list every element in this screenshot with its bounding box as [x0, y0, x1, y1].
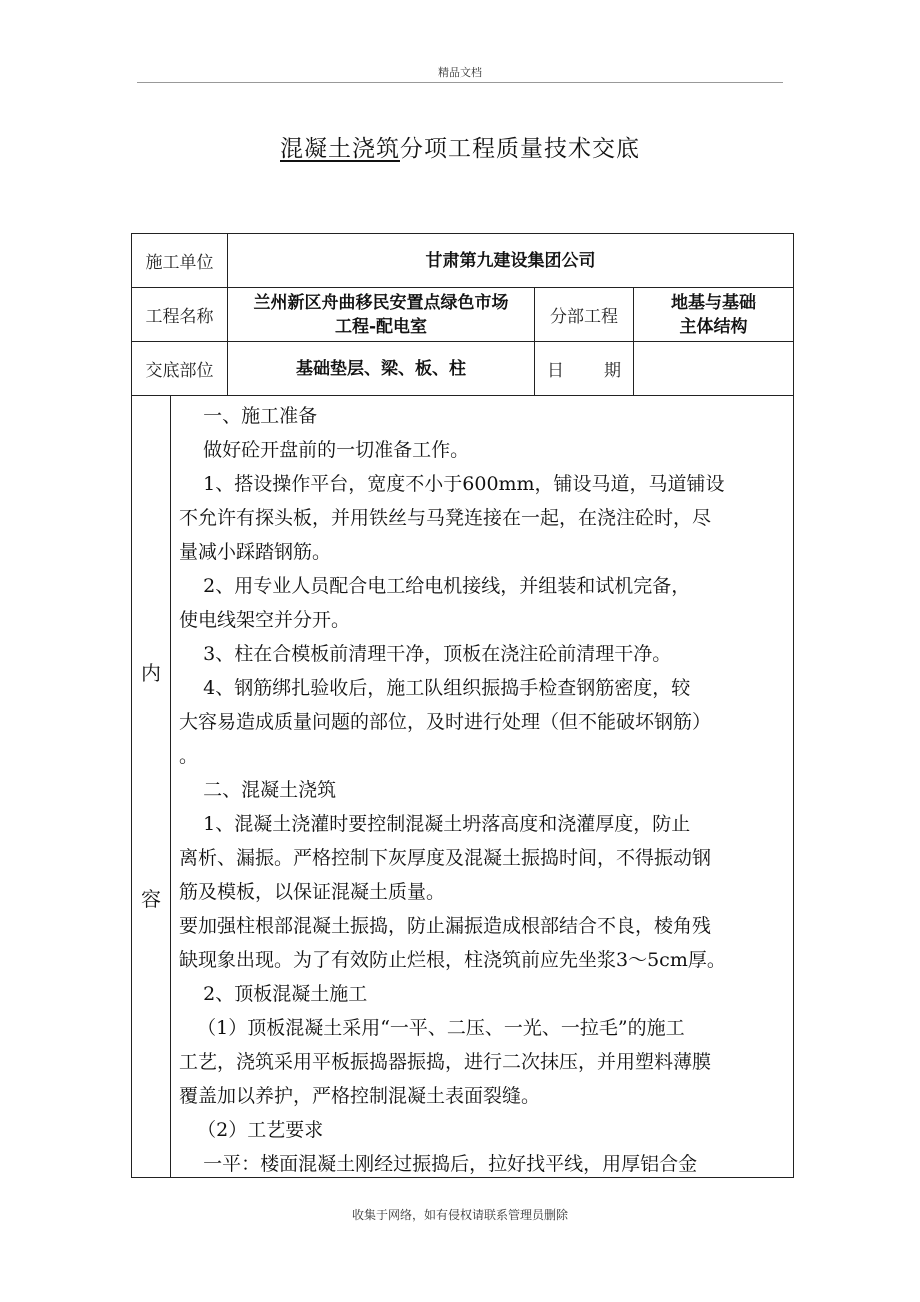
content-line: 1、搭设操作平台，宽度不小于600mm，铺设马道，马道铺设: [179, 473, 725, 495]
side-label-rong: 容: [141, 887, 161, 911]
content-line: 2、用专业人员配合电工给电机接线，并组装和试机完备，: [179, 575, 691, 597]
project-value-line2: 工程-配电室: [334, 316, 428, 337]
title-underlined-part: 混凝土浇筑: [280, 136, 400, 162]
info-table: [131, 233, 794, 396]
content-line: 要加强柱根部混凝土振捣，防止漏振造成根部结合不良，棱角残: [179, 915, 712, 937]
info-row-project: [132, 288, 794, 342]
content-line: 3、柱在合模板前清理干净，顶板在浇注砼前清理干净。: [179, 643, 672, 665]
content-line: 工艺，浇筑采用平板振捣器振捣，进行二次抹压，并用塑料薄膜: [179, 1051, 712, 1073]
content-line: 筋及模板，以保证混凝土质量。: [179, 881, 446, 903]
content-line: 4、钢筋绑扎验收后，施工队组织振捣手检查钢筋密度，较: [179, 677, 691, 699]
content-line: 一平：楼面混凝土刚经过振捣后，拉好找平线，用厚铝合金: [179, 1153, 698, 1175]
info-row-location: [132, 342, 794, 396]
content-line: 覆盖加以养护，严格控制混凝土表面裂缝。: [179, 1085, 541, 1107]
date-value: [634, 342, 794, 396]
content-line: 1、混凝土浇灌时要控制混凝土坍落高度和浇灌厚度，防止: [179, 813, 691, 835]
content-line: 做好砼开盘前的一切准备工作。: [179, 439, 470, 461]
date-label-part2: 期: [604, 361, 621, 381]
content-line: 2、顶板混凝土施工: [179, 983, 368, 1005]
content-line: 二、混凝土浇筑: [179, 779, 337, 801]
subproject-value: [634, 288, 794, 342]
subproject-value-line1: 地基与基础: [671, 292, 756, 313]
content-line: 量减小踩踏钢筋。: [179, 541, 332, 563]
content-line: 离析、漏振。严格控制下灰厚度及混凝土振捣时间，不得振动钢: [179, 847, 712, 869]
side-label-nei: 内: [141, 661, 161, 685]
page-header-text: 精品文档: [438, 66, 482, 79]
subproject-label: 分部工程: [535, 288, 634, 342]
content-line: 一、施工准备: [179, 405, 318, 427]
content-line: 缺现象出现。为了有效防止烂根，柱浇筑前应先坐浆3～5cm厚。: [179, 949, 726, 971]
unit-value: 甘肃第九建设集团公司: [228, 234, 794, 288]
document-title: [0, 130, 920, 163]
header-divider: [137, 82, 783, 83]
page-footer-text: 收集于网络，如有侵权请联系管理员删除: [351, 1208, 568, 1222]
title-rest: 分项工程质量技术交底: [400, 136, 640, 162]
location-value: 基础垫层、梁、板、柱: [228, 342, 535, 396]
content-section: [131, 395, 794, 1178]
unit-label: 施工单位: [132, 234, 228, 288]
content-line: （1）顶板混凝土采用“一平、二压、一光、一拉毛”的施工: [179, 1017, 685, 1039]
content-line: 大容易造成质量问题的部位，及时进行处理（但不能破坏钢筋）: [179, 711, 712, 733]
project-label: 工程名称: [132, 288, 228, 342]
project-value: [228, 288, 535, 342]
subproject-value-line2: 主体结构: [679, 316, 748, 337]
content-line: （2）工艺要求: [179, 1119, 324, 1141]
date-label-part1: 日: [547, 361, 564, 381]
content-side-column: [132, 395, 171, 1177]
location-label: 交底部位: [132, 342, 228, 396]
project-value-line1: 兰州新区舟曲移民安置点绿色市场: [253, 292, 509, 313]
info-row-unit: [132, 234, 794, 288]
content-body-text: [179, 399, 789, 1181]
date-label: [535, 342, 634, 396]
content-line: 不允许有探头板，并用铁丝与马凳连接在一起，在浇注砼时，尽: [179, 507, 712, 529]
content-line: 。: [179, 745, 199, 767]
content-line: 使电线架空并分开。: [179, 609, 351, 631]
